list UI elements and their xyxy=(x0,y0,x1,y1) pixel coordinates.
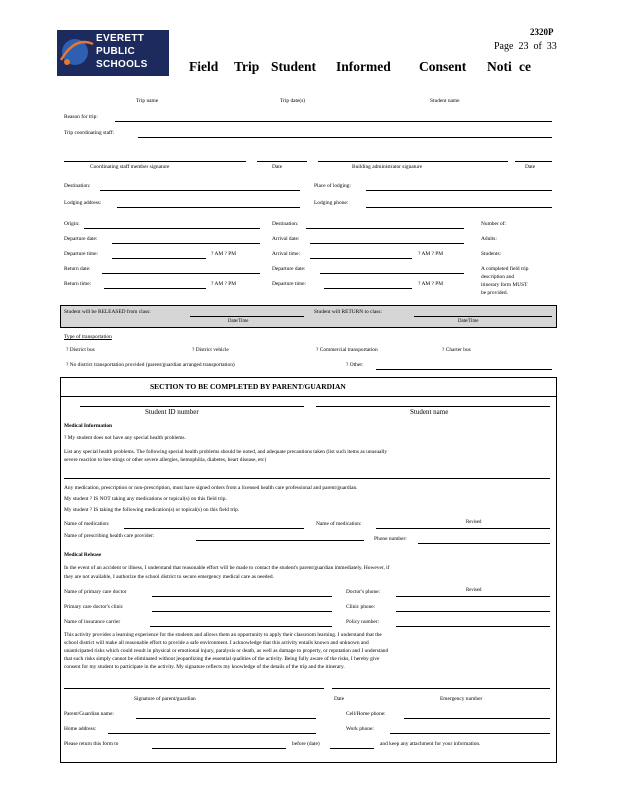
place-of-lodging-field[interactable] xyxy=(366,190,552,191)
no-health-problems-option[interactable]: ? My student does not have any special health problems. xyxy=(64,435,186,441)
page-indicator xyxy=(494,42,557,52)
departure-am-pm[interactable]: ? AM ? PM xyxy=(211,251,237,257)
medical-release-heading: Medical Release xyxy=(64,552,102,558)
other-transport-option[interactable]: ? Other: xyxy=(346,362,364,368)
admin-date-label: Date xyxy=(525,164,536,170)
release-text-2: they are not available, I authorize the school district to secure emergency medical care as needed. xyxy=(64,574,274,580)
coordinating-staff-label: Trip coordinating staff: xyxy=(64,130,115,136)
coordinating-staff-field[interactable] xyxy=(138,137,552,138)
trip-name-label: Trip name xyxy=(136,98,159,104)
return-date-field[interactable] xyxy=(102,273,260,274)
logo-line-1: EVERETT xyxy=(96,33,145,44)
doctor-phone-field[interactable] xyxy=(396,596,550,597)
medication-name-field-1[interactable] xyxy=(124,528,304,529)
lodging-phone-field[interactable] xyxy=(366,207,552,208)
activity-text-1: This activity provides a learning experience for the students and allows them an opportunity to apply their classroom learning. I understand that the xyxy=(64,632,382,638)
returned-field[interactable] xyxy=(414,316,552,317)
destination2-field[interactable] xyxy=(306,228,464,229)
origin-field[interactable] xyxy=(84,228,260,229)
arrival-time-field[interactable] xyxy=(310,258,412,259)
logo-line-3: SCHOOLS xyxy=(96,59,148,70)
parent-name-field[interactable] xyxy=(136,718,316,719)
clinic-phone-field[interactable] xyxy=(396,611,550,612)
admin-signature-label: Building administrator signature xyxy=(352,164,423,170)
activity-text-3: unanticipated risks which could result in physical or emotional injury, paralysis or death, as well as damage to property, or reputation and I understand xyxy=(64,648,389,654)
released-field[interactable] xyxy=(190,316,304,317)
form-number: 2320P xyxy=(530,27,554,37)
coordinating-date-line[interactable] xyxy=(257,161,307,162)
prescribing-provider-label: Name of prescribing health care provider: xyxy=(64,533,155,539)
itinerary-note-4: be provided. xyxy=(481,290,508,296)
parent-signature-label: Signature of parent/guardian xyxy=(134,696,196,702)
lodging-address-label: Lodging address: xyxy=(64,200,102,206)
departure-date2-field[interactable] xyxy=(320,273,464,274)
page-number: 23 xyxy=(518,41,529,52)
adults-label: Adults: xyxy=(481,236,497,242)
student-id-field[interactable] xyxy=(80,406,304,407)
primary-clinic-label: Primary care doctor's clinic xyxy=(64,604,124,610)
departure-time2-field[interactable] xyxy=(324,288,412,289)
destination-label: Destination: xyxy=(64,183,91,189)
page-total: 33 xyxy=(546,41,557,52)
parent-name-label: Parent/Guardian name: xyxy=(64,711,114,717)
district-vehicle-option[interactable]: ? District vehicle xyxy=(192,347,229,353)
medication-name-field-2[interactable] xyxy=(376,528,550,529)
cell-phone-field[interactable] xyxy=(404,718,550,719)
primary-clinic-field[interactable] xyxy=(152,611,332,612)
page-of: of xyxy=(533,41,542,52)
district-bus-option[interactable]: ? District bus xyxy=(66,347,95,353)
admin-date-line[interactable] xyxy=(515,161,552,162)
coordinating-signature-line[interactable] xyxy=(64,161,246,162)
lodging-address-field[interactable] xyxy=(117,207,300,208)
clinic-phone-label: Clinic phone: xyxy=(346,604,376,610)
place-of-lodging-label: Place of lodging: xyxy=(314,183,351,189)
reason-for-trip-field[interactable] xyxy=(115,121,552,122)
title-word-7: ce xyxy=(519,59,531,74)
revised-stamp-2: Revised xyxy=(466,588,482,593)
doctor-phone-label: Doctor's phone: xyxy=(346,589,381,595)
work-phone-label: Work phone: xyxy=(346,726,374,732)
health-problems-field[interactable] xyxy=(64,478,550,479)
activity-text-2: school district will make all reasonable effort to provide a safe environment. I acknowledge that this activity entails known and unknown and xyxy=(64,640,369,646)
transport-heading: Type of transportation xyxy=(64,334,112,340)
health-list-text-1: List any special health problems. The following special health problems should be noted, and adequate precautions taken (list such items as unusually xyxy=(64,449,388,455)
departure-time-field[interactable] xyxy=(112,258,206,259)
signature-date-emergency-line[interactable] xyxy=(332,688,550,689)
returned-datetime-label: Date/Time xyxy=(458,319,479,324)
work-phone-field[interactable] xyxy=(390,733,550,734)
arrival-date-label: Arrival date: xyxy=(272,236,300,242)
section-heading: SECTION TO BE COMPLETED BY PARENT/GUARDIAN xyxy=(150,382,346,391)
home-address-field[interactable] xyxy=(108,733,316,734)
departure-date2-label: Departure date: xyxy=(272,266,306,272)
prescribing-provider-field[interactable] xyxy=(196,540,364,541)
departure-time2-label: Departure time: xyxy=(272,281,306,287)
medication-orders-text: Any medication, prescription or non-prescription, must have signed orders from a licensed health care professional and parent/guardian. xyxy=(64,485,358,491)
globe-logo-icon xyxy=(57,30,95,76)
departure2-am-pm[interactable]: ? AM ? PM xyxy=(418,281,444,287)
released-datetime-label: Date/Time xyxy=(228,319,249,324)
returned-label: Student will RETURN to class: xyxy=(314,309,382,315)
title-word-2: Trip xyxy=(234,59,260,74)
medical-info-heading: Medical Information xyxy=(64,423,113,429)
charter-bus-option[interactable]: ? Charter bus xyxy=(442,347,471,353)
students-label: Students: xyxy=(481,251,502,257)
section-heading-rule xyxy=(60,396,557,397)
admin-signature-line[interactable] xyxy=(318,161,508,162)
return-time-field[interactable] xyxy=(104,288,206,289)
district-logo xyxy=(57,30,169,76)
primary-doctor-label: Name of primary care doctor xyxy=(64,589,127,595)
other-transport-field[interactable] xyxy=(376,369,552,370)
logo-line-2: PUBLIC xyxy=(96,46,136,57)
coordinating-date-label: Date xyxy=(272,164,283,170)
taking-medication-option[interactable]: My student ? IS taking the following medication(s) or topical(s) on this field trip. xyxy=(64,507,240,513)
student-name-label: Student name xyxy=(430,98,460,104)
arrival-am-pm[interactable]: ? AM ? PM xyxy=(418,251,444,257)
lodging-phone-label: Lodging phone: xyxy=(314,200,349,206)
title-word-1: Field xyxy=(189,59,219,74)
policy-number-label: Policy number: xyxy=(346,619,380,625)
arrival-time-label: Arrival time: xyxy=(272,251,300,257)
provider-phone-field[interactable] xyxy=(418,543,550,544)
signature-date-label: Date xyxy=(334,696,345,702)
title-word-6: Noti xyxy=(487,59,512,74)
departure-time-label: Departure time: xyxy=(64,251,98,257)
not-taking-medication-option[interactable]: My student ? IS NOT taking any medications or topical(s) on this field trip. xyxy=(64,496,227,502)
return-form-to-field[interactable] xyxy=(152,748,286,749)
number-of-label: Number of: xyxy=(481,221,507,227)
insurance-carrier-label: Name of insurance carrier xyxy=(64,619,121,625)
activity-text-4: that such risks simply cannot be eliminated without jeopardizing the essential qualities of the activity. Being fully aware of the risks, I hereby give xyxy=(64,656,380,662)
trip-dates-label: Trip date(s) xyxy=(280,98,306,104)
return-form-label: Please return this form to xyxy=(64,741,119,747)
released-label: Student will be RELEASED from class: xyxy=(64,309,151,315)
before-date-label: before (date) xyxy=(292,741,320,747)
destination-field[interactable] xyxy=(100,190,300,191)
primary-doctor-field[interactable] xyxy=(152,596,332,597)
activity-text-5: consent for my student to participate in the activity. My signature reflects my knowledge of the details of the trip and the itinerary. xyxy=(64,664,345,670)
emergency-number-label: Emergency number xyxy=(440,696,483,702)
reason-for-trip-label: Reason for trip: xyxy=(64,114,98,120)
itinerary-note-3: itinerary form MUST xyxy=(481,282,528,288)
itinerary-note-2: description and xyxy=(481,274,515,280)
origin-label: Origin: xyxy=(64,221,80,227)
title-word-5: Consent xyxy=(419,59,467,74)
release-text-1: In the event of an accident or illness, I understand that reasonable effort will be made to contact the student's parent/guardian immediately. However, if xyxy=(64,565,390,571)
return-am-pm[interactable]: ? AM ? PM xyxy=(211,281,237,287)
coordinating-signature-label: Coordinating staff member signature xyxy=(90,164,170,170)
departure-date-label: Departure date: xyxy=(64,236,98,242)
medication-name-label-2: Name of medication: xyxy=(316,521,362,527)
title-word-3: Student xyxy=(271,59,317,74)
revised-stamp: Revised xyxy=(466,520,482,525)
return-time-label: Return time: xyxy=(64,281,92,287)
itinerary-note-1: A completed field trip xyxy=(481,266,529,272)
medication-name-label-1: Name of medication: xyxy=(64,521,110,527)
page-label: Page xyxy=(494,41,514,52)
keep-attachment-text: and keep any attachment for your information. xyxy=(380,741,481,747)
section-student-name-label: Student name xyxy=(410,408,449,416)
provider-phone-label: Phone number: xyxy=(374,536,407,542)
policy-number-field[interactable] xyxy=(396,626,550,627)
departure-date-field[interactable] xyxy=(112,243,260,244)
return-date-label: Return date: xyxy=(64,266,91,272)
arrival-date-field[interactable] xyxy=(310,243,464,244)
home-address-label: Home address: xyxy=(64,726,97,732)
destination2-label: Destination: xyxy=(272,221,299,227)
cell-phone-label: Cell/Home phone: xyxy=(346,711,386,717)
health-list-text-2: severe reaction to bee stings or other severe allergies, hemophilia, diabetes, heart disease, etc) xyxy=(64,457,267,463)
before-date-field[interactable] xyxy=(330,748,374,749)
commercial-transport-option[interactable]: ? Commercial transportation xyxy=(316,347,378,353)
student-name-field[interactable] xyxy=(316,406,550,407)
no-district-transport-option[interactable]: ? No district transportation provided (parent/guardian arranged transportation) xyxy=(66,362,235,368)
parent-signature-line[interactable] xyxy=(64,688,324,689)
student-id-label: Student ID number xyxy=(145,408,199,416)
insurance-carrier-field[interactable] xyxy=(150,626,332,627)
title-word-4: Informed xyxy=(336,59,391,74)
